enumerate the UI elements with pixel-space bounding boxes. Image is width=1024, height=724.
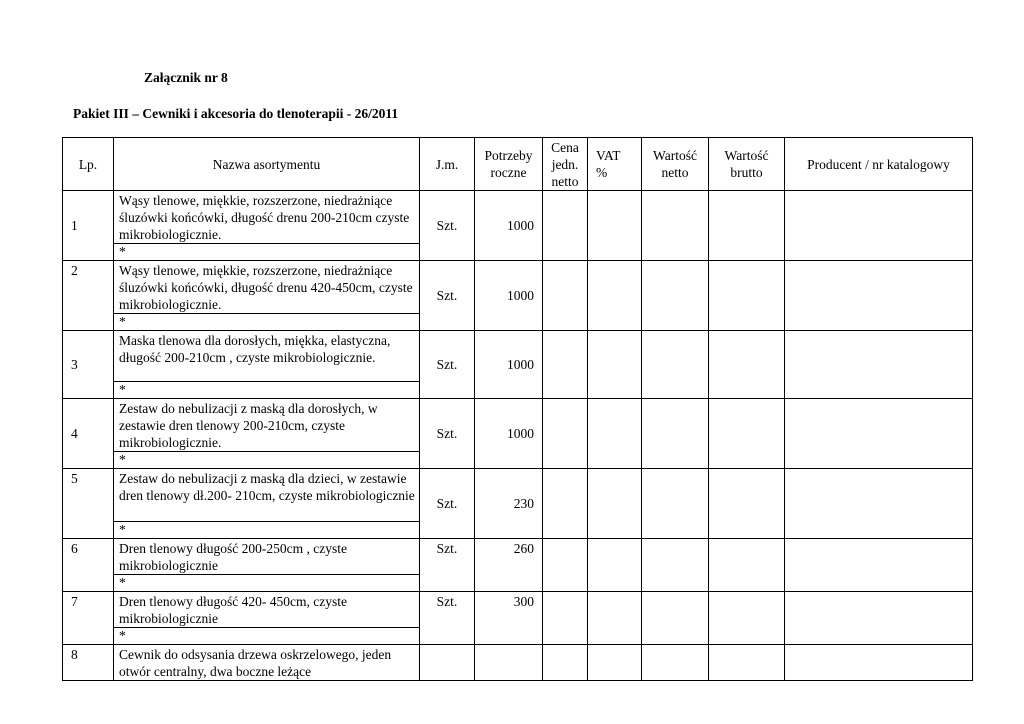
col-header-needs: Potrzeby roczne xyxy=(475,138,543,191)
row-name: Wąsy tlenowe, miękkie, rozszerzone, niedrażniące śluzówki końcówki, długość drenu 420-450cm, czyste mikrobiologicznie. xyxy=(119,263,413,312)
row-star: * xyxy=(114,521,419,538)
row-net-cell xyxy=(642,592,709,645)
row-price-cell xyxy=(543,331,588,399)
row-price-cell xyxy=(543,539,588,592)
row-name: Dren tlenowy długość 420- 450cm, czyste mikrobiologicznie xyxy=(119,594,347,626)
row-name: Wąsy tlenowe, miękkie, rozszerzone, niedrażniące śluzówki końcówki, długość drenu 200-210cm czyste mikrobiologicznie. xyxy=(119,193,410,242)
row-net-cell xyxy=(642,331,709,399)
row-price-cell xyxy=(543,191,588,261)
row-gross-cell xyxy=(709,331,785,399)
row-qty: 1000 xyxy=(475,191,543,261)
row-lp: 3 xyxy=(63,331,114,399)
col-header-net-value: Wartość netto xyxy=(642,138,709,191)
row-net-cell xyxy=(642,399,709,469)
row-price-cell xyxy=(543,645,588,681)
row-vat-cell xyxy=(588,592,642,645)
row-net-cell xyxy=(642,645,709,681)
row-net-cell xyxy=(642,261,709,331)
row-producer-cell xyxy=(785,331,973,399)
col-header-gross-value: Wartość brutto xyxy=(709,138,785,191)
table-row xyxy=(63,331,973,399)
row-gross-cell xyxy=(709,592,785,645)
row-qty: 1000 xyxy=(475,261,543,331)
row-name: Dren tlenowy długość 200-250cm , czyste mikrobiologicznie xyxy=(119,541,347,573)
row-star: * xyxy=(114,381,419,398)
row-qty: 260 xyxy=(475,539,543,592)
row-price-cell xyxy=(543,399,588,469)
row-qty: 1000 xyxy=(475,331,543,399)
table-row xyxy=(63,469,973,539)
table-row xyxy=(63,645,973,681)
row-star: * xyxy=(114,574,419,591)
row-gross-cell xyxy=(709,469,785,539)
row-unit: Szt. xyxy=(420,592,475,645)
col-header-lp: Lp. xyxy=(63,138,114,191)
row-qty: 230 xyxy=(475,469,543,539)
col-header-vat: VAT % xyxy=(588,138,642,191)
row-unit: Szt. xyxy=(420,539,475,592)
row-net-cell xyxy=(642,539,709,592)
table-row xyxy=(63,592,973,645)
row-name: Maska tlenowa dla dorosłych, miękka, elastyczna, długość 200-210cm , czyste mikrobiologicznie. xyxy=(119,333,391,365)
row-producer-cell xyxy=(785,539,973,592)
row-vat-cell xyxy=(588,469,642,539)
row-unit xyxy=(420,645,475,681)
row-producer-cell xyxy=(785,191,973,261)
row-gross-cell xyxy=(709,399,785,469)
row-star: * xyxy=(114,313,419,330)
table-row xyxy=(63,261,973,331)
row-lp: 8 xyxy=(63,645,114,681)
row-lp: 1 xyxy=(63,191,114,261)
row-unit: Szt. xyxy=(420,469,475,539)
row-vat-cell xyxy=(588,539,642,592)
row-lp: 6 xyxy=(63,539,114,592)
row-vat-cell xyxy=(588,191,642,261)
row-qty: 300 xyxy=(475,592,543,645)
row-unit: Szt. xyxy=(420,191,475,261)
row-vat-cell xyxy=(588,645,642,681)
row-vat-cell xyxy=(588,261,642,331)
row-lp: 4 xyxy=(63,399,114,469)
row-name: Cewnik do odsysania drzewa oskrzelowego, jeden otwór centralny, dwa boczne leżące xyxy=(119,647,392,679)
row-unit: Szt. xyxy=(420,399,475,469)
row-gross-cell xyxy=(709,539,785,592)
assortment-table xyxy=(62,137,973,681)
row-vat-cell xyxy=(588,399,642,469)
row-net-cell xyxy=(642,191,709,261)
row-gross-cell xyxy=(709,261,785,331)
row-qty: 1000 xyxy=(475,399,543,469)
row-producer-cell xyxy=(785,399,973,469)
row-qty xyxy=(475,645,543,681)
row-star: * xyxy=(114,627,419,644)
row-gross-cell xyxy=(709,645,785,681)
row-price-cell xyxy=(543,469,588,539)
table-row xyxy=(63,191,973,261)
row-lp: 5 xyxy=(63,469,114,539)
col-header-price: Cena jedn. netto xyxy=(543,138,588,191)
package-title: Pakiet III – Cewniki i akcesoria do tlenoterapii - 26/2011 xyxy=(73,106,399,121)
row-vat-cell xyxy=(588,331,642,399)
col-header-producer: Producent / nr katalogowy xyxy=(785,138,973,191)
row-star: * xyxy=(114,451,419,468)
row-unit: Szt. xyxy=(420,261,475,331)
col-header-name: Nazwa asortymentu xyxy=(114,138,420,191)
table-row xyxy=(63,399,973,469)
row-star: * xyxy=(114,243,419,260)
table-row xyxy=(63,539,973,592)
row-producer-cell xyxy=(785,645,973,681)
row-producer-cell xyxy=(785,469,973,539)
row-producer-cell xyxy=(785,261,973,331)
annex-title: Załącznik nr 8 xyxy=(144,70,228,85)
row-lp: 7 xyxy=(63,592,114,645)
row-name: Zestaw do nebulizacji z maską dla dzieci, w zestawie dren tlenowy dł.200- 210cm, czyste mikrobiologicznie xyxy=(119,471,415,503)
row-unit: Szt. xyxy=(420,331,475,399)
row-lp: 2 xyxy=(63,261,114,331)
row-name: Zestaw do nebulizacji z maską dla dorosłych, w zestawie dren tlenowy 200-210cm, czyste mikrobiologicznie. xyxy=(119,401,378,450)
row-gross-cell xyxy=(709,191,785,261)
col-header-unit: J.m. xyxy=(420,138,475,191)
row-price-cell xyxy=(543,592,588,645)
row-price-cell xyxy=(543,261,588,331)
row-producer-cell xyxy=(785,592,973,645)
row-net-cell xyxy=(642,469,709,539)
table-header-row xyxy=(63,138,973,191)
